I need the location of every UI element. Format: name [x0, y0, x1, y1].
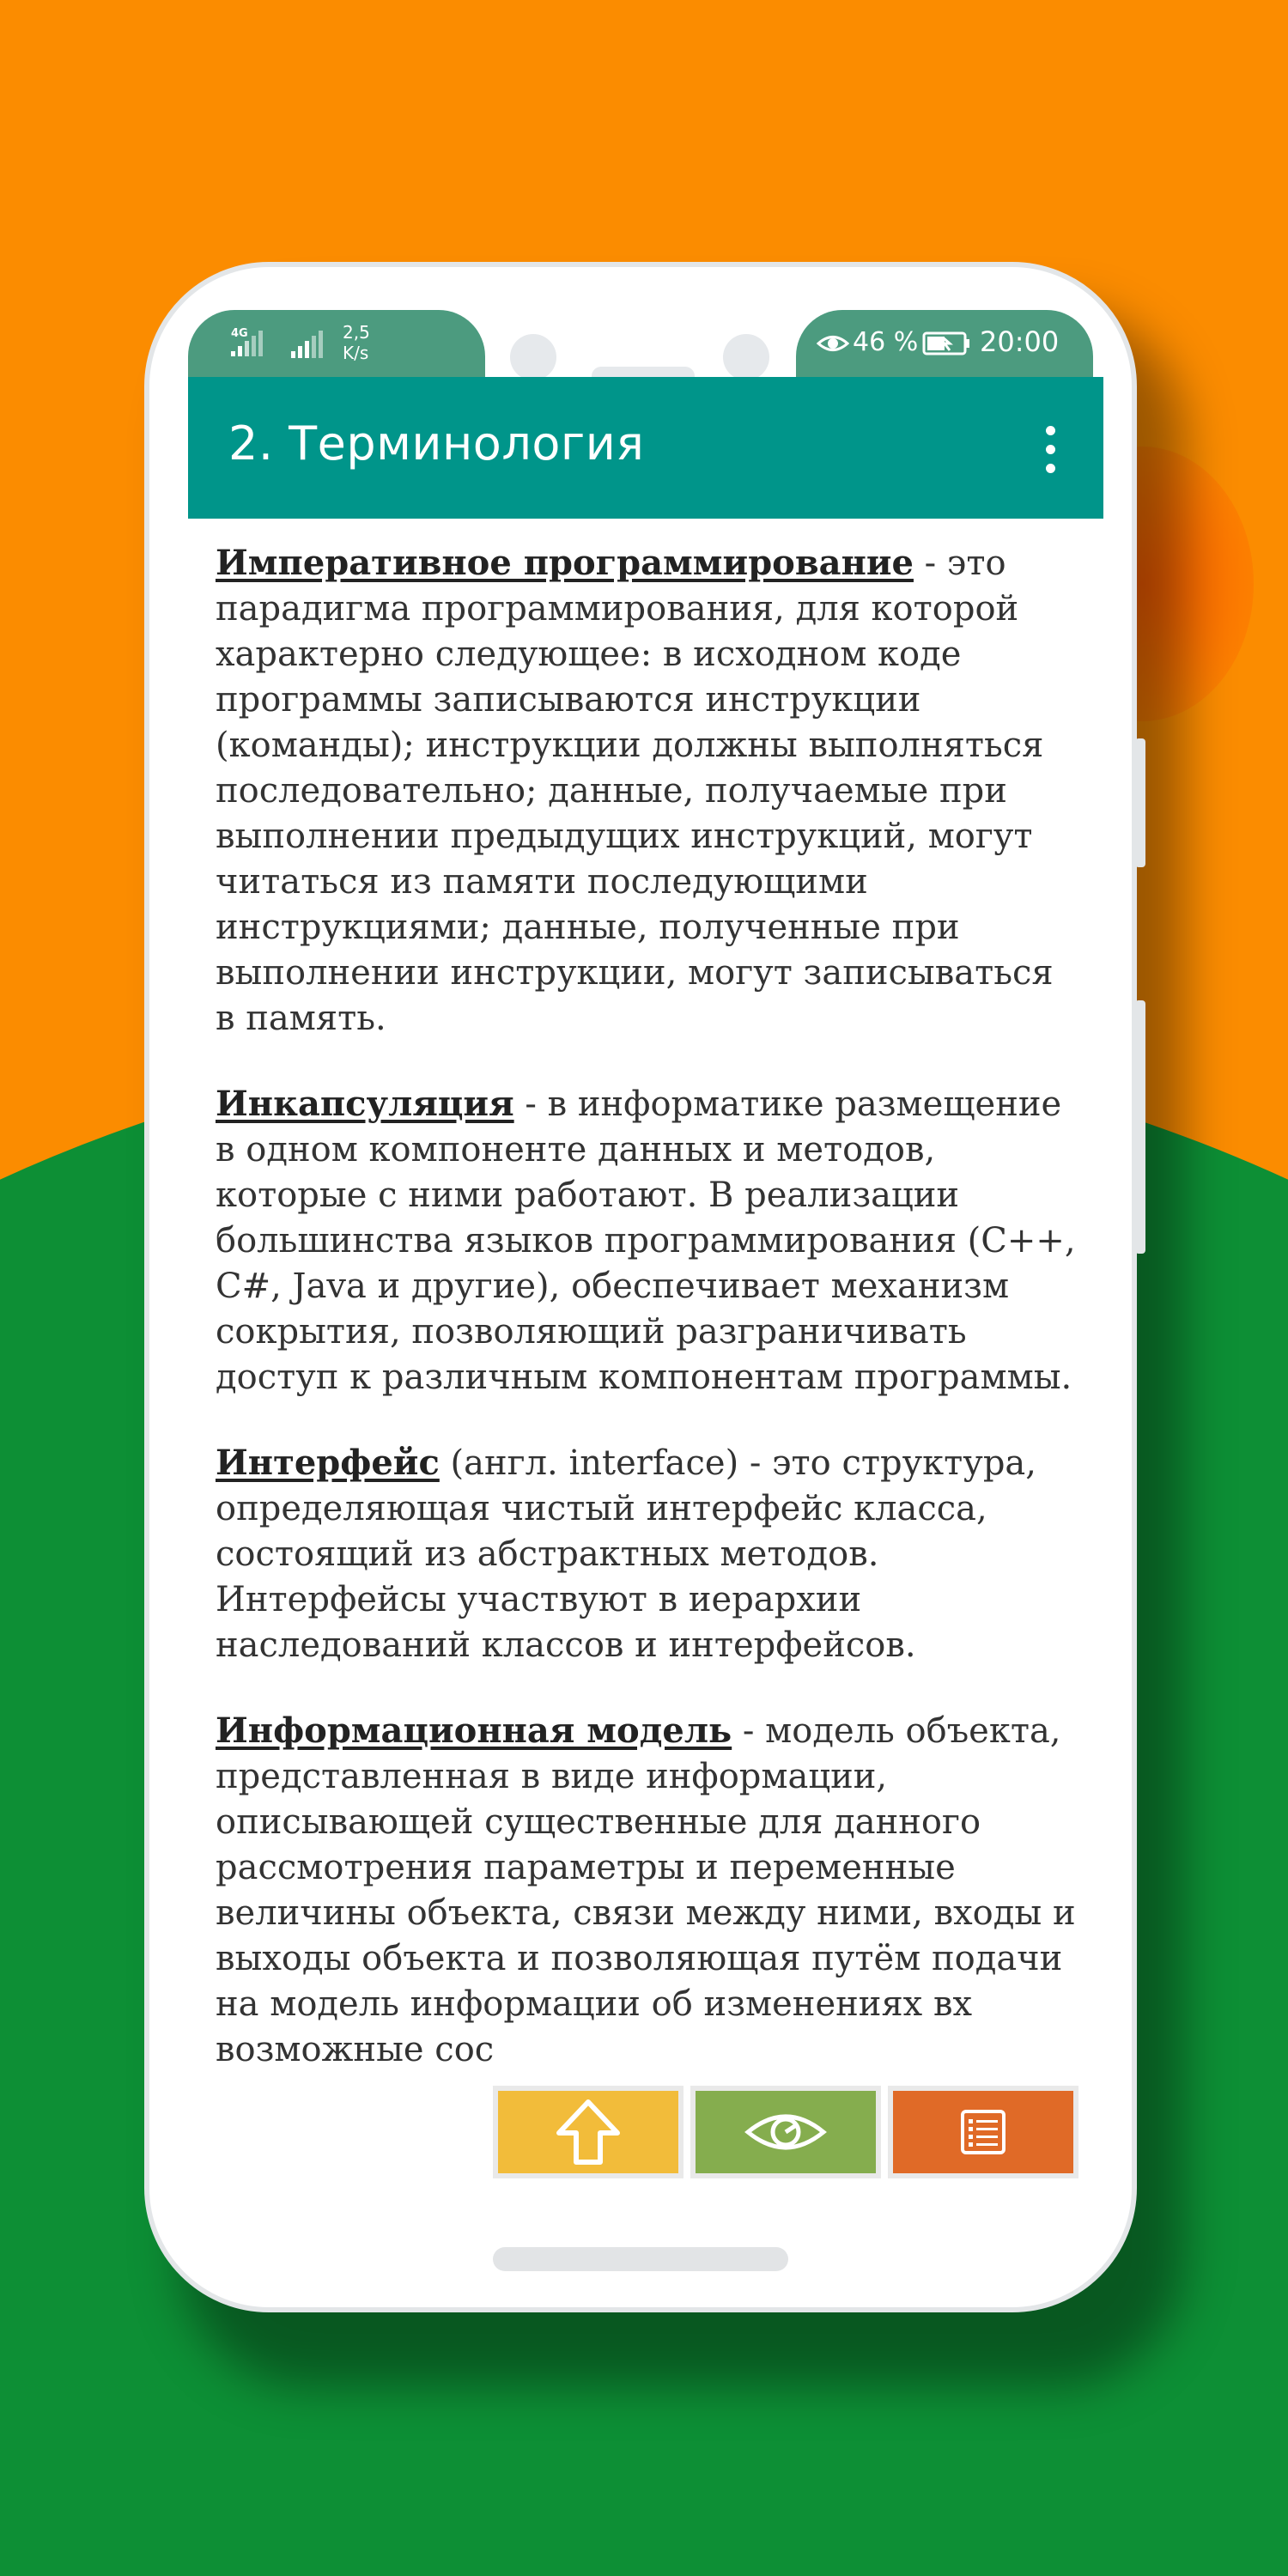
definition-term[interactable]: Императивное программирование: [216, 543, 914, 583]
definition-paragraph: [216, 540, 1083, 1042]
bottom-action-bar: [493, 2086, 1111, 2185]
more-vert-icon[interactable]: [1042, 424, 1059, 476]
battery-charging-icon: [922, 331, 972, 356]
definition-text: (англ. interface) - это структура, определяющая чистый интерфейс класса, состоящий из абстрактных методов. Интерфейсы участвуют в иерархии наследований классов и интерфейсов.: [216, 1443, 1036, 1665]
definition-paragraph: [216, 1081, 1083, 1400]
article-content: [216, 540, 1083, 2133]
arrow-up-icon: [556, 2099, 621, 2166]
eye-icon: [743, 2106, 829, 2158]
home-indicator[interactable]: [493, 2247, 788, 2271]
list-icon: [957, 2106, 1009, 2158]
definition-paragraph: [216, 1708, 1083, 2073]
definition-text-tail: возможные сос: [216, 2030, 495, 2069]
definition-term[interactable]: Информационная модель: [216, 1710, 732, 1751]
battery-percent: 46 %: [853, 327, 919, 357]
definition-term[interactable]: Инкапсуляция: [216, 1084, 514, 1124]
network-speed-value: 2,5: [343, 322, 370, 343]
network-speed-unit: K/s: [343, 343, 369, 363]
definition-term[interactable]: Интерфейс: [216, 1443, 440, 1483]
signal-bars-icon: [291, 329, 325, 360]
definition-text: - это парадигма программирования, для которой характерно следующее: в исходном коде программы записываются инструкции (команды); инструкции должны выполняться последовательно; данные, получаемые при выполнении предыдущих инструкций, могут читаться из памяти последующими инструкциями; данные, полученные при выполнении инструкции, могут записываться в память.: [216, 544, 1054, 1038]
definition-text: - в информатике размещение в одном компоненте данных и методов, которые с ними работают. В реализации большинства языков программирования (C++, C#, Java и другие), обеспечивает механизм сокрытия, позволяющий разграничивать доступ к различным компонентам программы.: [216, 1084, 1076, 1397]
page-title: 2. Терминология: [228, 416, 645, 471]
status-bar-right: [796, 310, 1093, 387]
status-bar-left: [188, 310, 485, 387]
phone-frame: [144, 262, 1137, 2312]
clock: 20:00: [980, 325, 1060, 358]
definition-paragraph: [216, 1440, 1083, 1668]
definition-text: - модель объекта, представленная в виде информации, описывающей существенные для данного рассмотрения параметры и переменные величины объекта, связи между ними, входы и выходы объекта и позволяющая путём подачи на модель информации об изменениях вх: [216, 1711, 1076, 2024]
signal-4g-icon: [231, 325, 277, 360]
svg-text:4G: 4G: [231, 327, 248, 340]
contents-button[interactable]: [888, 2086, 1078, 2178]
front-sensor: [723, 334, 769, 380]
app-bar: [188, 377, 1103, 519]
scroll-top-button[interactable]: [493, 2086, 683, 2178]
front-camera: [510, 334, 556, 380]
eye-comfort-icon: [817, 331, 849, 356]
view-button[interactable]: [690, 2086, 881, 2178]
